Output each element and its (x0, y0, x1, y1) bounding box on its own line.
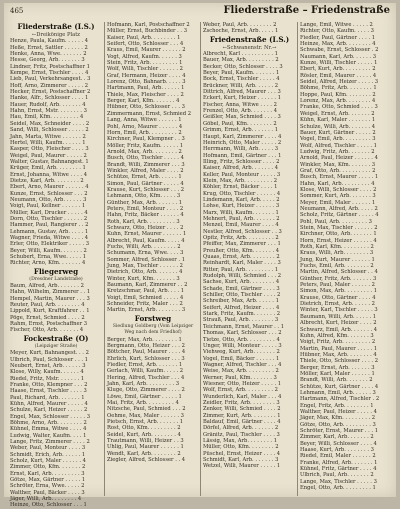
resident-entry: Peters, Emil, Monteur . . . . 2 (107, 205, 184, 212)
resident-entry: Busch, Otto, Tischler . . . . . 4 (107, 155, 184, 162)
resident-entry: Schreiber, Max, Arb. . . . . . 1 (203, 298, 279, 305)
resident-entry: Reuter, Paul, Arb. . . . . . . . 4 (10, 302, 85, 309)
resident-entry: Berger, Ernst, Arb. . . . . . . 3 (300, 364, 375, 371)
resident-entry: Hau, Emil, Kfm. . . . . . . . . 4 (10, 114, 84, 121)
resident-entry: Heinrich, Otto, Maler . . . . . 2 (203, 139, 282, 146)
resident-entry: Klose, Willy, Kaufm. . . . . . 4 (10, 369, 84, 376)
resident-entry: Opitz, Fritz, Arb. . . . . . . . . 2 (203, 235, 279, 241)
resident-entry: Müller, Karl, Drucker . . . . . 4 (10, 209, 88, 216)
resident-entry: Jäger, Max, Kfm. . . . . . . . . 2 (300, 415, 376, 422)
resident-entry: Gerlach, Willi, Kaufm. . . . . 2 (107, 368, 184, 375)
resident-entry: Kraus, Emil, Maurer . . . . . . 2 (107, 47, 186, 54)
resident-entry: Neubert, Ernst, Arb. . . . . . 3 (10, 362, 86, 369)
resident-entry: Winkler, Max, Kfm. . . . . . . 3 (300, 161, 376, 168)
column-2 (104, 22, 201, 496)
resident-entry: Hahn, Wilhelm, Zimmerer . . 1 (10, 289, 91, 296)
resident-entry: Göbel, Paul, Kfm. . . . . . . . 2 (203, 120, 277, 127)
resident-entry: Jäger, Willi, Arb. . . . . . . . 4 (10, 496, 82, 503)
resident-entry: Pietsch, Ernst, Arb. . . . . . . 1 (107, 418, 184, 425)
street-note: ←Dreikönige Platz (31, 32, 81, 38)
resident-entry: Hahn, Ernst, Mstr. . . . . . . . 3 (10, 108, 87, 115)
resident-entry: Hoff, Arno, Zimmerer . . . . . 2 (10, 82, 89, 89)
resident-entry: Naumann, Karl, Arb. . . . . . 3 (300, 53, 377, 60)
resident-entry: Eckert, Kurt, Heizer . . . . . . 1 (203, 95, 282, 102)
resident-entry: Quaas, Ernst, Arb. . . . . . . . 2 (203, 254, 280, 261)
resident-entry: Trautmann, Willi, Heizer . . 3 (107, 438, 184, 444)
resident-entry: Dietze, Karl, Arb. . . . . . . . 2 (10, 177, 84, 184)
resident-entry: Simon, Paul, Gärtner . . . . . 4 (107, 180, 184, 187)
resident-entry: Lorenz, Otto, Bahnarb. . . . . 3 (107, 79, 186, 86)
resident-entry: Kasper, Otto, Fleischer . . . . 3 (10, 146, 89, 153)
resident-entry: Voigt, Emil, Schmied . . . . . 4 (107, 294, 184, 301)
resident-entry: Kirchner, Paul, Klempner . . 3 (107, 136, 185, 143)
directory-columns (8, 22, 394, 509)
resident-entry: Seidel, Max, Schneider . . . . 2 (10, 120, 90, 127)
resident-entry: Zeidler, Fritz, Arb. . . . . . . . 3 (203, 399, 280, 406)
resident-entry: Lohse, Kurt, Heizer . . . . . . 3 (203, 203, 280, 210)
resident-entry: Beyer, Paul, Kaufm. . . . . . . 1 (203, 70, 280, 77)
resident-entry: Becker, Otto, Schlosser . . . . 3 (203, 63, 283, 70)
page-number: 465 (10, 7, 24, 15)
resident-entry: Dietrich, Otto, Arb. . . . . . . 4 (107, 269, 183, 276)
resident-entry: Schneider, Fritz, Maler . . . 2 (107, 301, 183, 308)
resident-entry: Busch, Ernst, Maurer . . . . . 1 (300, 174, 379, 181)
resident-entry: Oehme, Max, Maler . . . . . . 3 (107, 412, 184, 419)
resident-entry: Walther, Paul, Heizer . . . . . 4 (300, 408, 377, 415)
resident-entry: Strauß, Paul, Arb. . . . . . . . 3 (203, 317, 279, 324)
resident-entry: Sachse, Kurt, Arb. . . . . . . . 4 (203, 279, 280, 286)
resident-entry: Mai, Fritz, Arb. . . . . . . . . 4 (107, 399, 179, 406)
resident-entry: Albrecht, Kurt, Heizer . . . . 2 (300, 320, 377, 327)
resident-entry: Schütze, Ernst, Arb. . . . . . 1 (107, 174, 182, 181)
resident-entry: Hahn, Karl, Arb. . . . . . . . . 4 (300, 180, 375, 187)
resident-entry: Paul, Richard, Arb. . . . . . . 1 (10, 394, 85, 401)
resident-entry: Krüger, Emil, Arb. . . . . . . . 1 (10, 165, 86, 172)
resident-entry: Schütze, Kurt, Gärtner . . . . 4 (300, 383, 379, 390)
resident-entry: Lindemann, Karl, Arb. . . . . 2 (203, 196, 280, 203)
resident-entry: Schwarz, Emil, Arb. . . . . . . 4 (300, 326, 378, 333)
resident-entry: Graf, Otto, Arb. . . . . . . . . . 2 (300, 167, 376, 174)
resident-entry: Kunze, Willi, Tischler . . . . . 1 (300, 60, 378, 67)
resident-entry: Engel, Otto, Arb. . . . . . . . . 1 (300, 485, 376, 492)
resident-entry: Böhme, Fritz, Arb. . . . . . . . 1 (300, 85, 377, 92)
resident-entry: Müller, Ernst, Buchbinder . . 3 (107, 28, 188, 35)
resident-entry: Meyer, Kurt, Bahnangest. . . 2 (10, 350, 89, 357)
resident-entry: Mehnert, Paul, Arb. . . . . . . 2 (203, 215, 280, 222)
resident-entry: Scholz, Kurt, Maler . . . . . . 4 (10, 458, 86, 464)
resident-entry: Arnold, Max, Arb. . . . . . . . 2 (107, 148, 182, 155)
resident-entry: Meyer, Emil, Maler . . . . . . 1 (300, 199, 376, 206)
resident-entry: Hoppe, Paul, Kfm. . . . . . . . 2 (300, 91, 376, 98)
resident-entry: Viehweg, Kurt, Arb. . . . . . . 2 (203, 349, 280, 356)
resident-entry: Wendt, Karl, Arb. . . . . . . . 2 (107, 450, 181, 457)
resident-entry: Tietze, Otto, Arb. . . . . . . . . 4 (203, 336, 280, 343)
resident-entry: Jahn, Marta, Witwe . . . . . . 2 (10, 133, 86, 140)
resident-entry: Schulze, Willi, Arb. . . . . . . 4 (300, 123, 376, 130)
resident-entry: Seifert, Alfred, Heizer . . . . 4 (203, 304, 280, 311)
resident-entry: Kühn, Alfred, Maurer . . . . . 4 (10, 400, 88, 407)
resident-entry: Brandt, Willi, Arb. . . . . . . 2 (300, 377, 373, 384)
resident-entry: Weise, Max, Arb. . . . . . . . . 2 (203, 368, 279, 375)
resident-entry: Klose, Willi, Schlosser . . . . 2 (300, 186, 377, 193)
resident-entry: Lindner, Fritz, Postschaffner 1 (10, 63, 90, 70)
resident-entry: Winter, Kurt, Kfm. . . . . . . 3 (107, 275, 180, 282)
resident-entry: Beyer, Willi, Schlosser . . . . 4 (300, 440, 377, 447)
resident-entry: Franke, Otto, Schmied . . . . 3 (300, 104, 378, 111)
street-note: Siedlung Goldberg (Vom Leipziger (112, 323, 194, 329)
resident-entry: Illing, Fritz, Schlosser . . . . 2 (203, 158, 280, 165)
resident-entry: Vogel, Emil, Arb. . . . . . . . . 3 (300, 136, 376, 143)
resident-entry: Haase, Kurt, Arb. . . . . . . . 3 (300, 447, 374, 454)
street-note: ←Schwanenstr. Nr.→ (222, 44, 277, 51)
resident-entry: Klein, Max, Arb. . . . . . . . . 2 (203, 177, 278, 184)
resident-entry: Albrecht, Paul, Kaufm. . . . . 4 (107, 237, 185, 244)
resident-entry: Kaiser, Paul, Arb. . . . . . . . 1 (107, 34, 181, 41)
resident-entry: Engel, Max, Schlosser . . . . . 3 (10, 413, 90, 420)
resident-entry: Reinhardt, Karl, Maler . . . . 3 (203, 260, 281, 267)
resident-entry: Gränitz, Paul, Tischler . . . . 3 (203, 431, 280, 438)
resident-entry: Ebert, Kurt, Arb. . . . . . . . . 2 (300, 66, 376, 73)
resident-entry: Schubert, Erna, Wwe. . . . . 1 (10, 254, 87, 261)
resident-entry: Weigel, Paul, Maurer . . . . . 2 (10, 152, 87, 159)
resident-entry: Werner, Paul, Kfm. . . . . . . 3 (203, 374, 277, 381)
resident-entry: Götze, Max, Gärtner . . . . . 1 (10, 477, 86, 484)
resident-entry: Hammer, Paul, Rangierer . . 2 (10, 222, 89, 229)
resident-entry: Vogt, Alfred, Kaufm. . . . . . 3 (107, 53, 182, 60)
resident-entry: Stein, Max, Tischler . . . . . . 2 (300, 225, 378, 231)
resident-entry: Weber, Paul, Arb. . . . . . . . 2 (203, 22, 277, 28)
resident-entry: Rudolph, Willi, Schmied . . . 2 (203, 273, 282, 280)
resident-entry: Walther, Paul, Bäcker . . . . 3 (10, 489, 85, 496)
resident-entry: Schröter, Erna, Wwe. . . . . 2 (10, 483, 85, 490)
resident-entry: Wiesner, Otto, Heizer . . . . . 1 (203, 380, 282, 387)
resident-entry: Lehmann, Otto, Kfm. . . . . 3 (107, 193, 181, 200)
resident-entry: Hanke, Alfr., Schlosser . . . . 1 (10, 95, 89, 102)
resident-entry: Richter, Arno, Kfm. . . . . . . 4 (10, 260, 86, 267)
resident-entry: Roth, Karl, Kfm. . . . . . . . . 2 (300, 244, 374, 251)
column-1 (8, 22, 104, 509)
resident-entry: Schumann, Erna, Wwe. . . . 3 (107, 250, 184, 257)
resident-entry: Rahm, Ernst, Postschaffner 3 (10, 321, 88, 328)
resident-entry: Stein, Fritz, Arb. . . . . . . . . 1 (107, 60, 183, 67)
resident-entry: Löwe, Emil, Gärtner . . . . . 1 (107, 393, 182, 400)
resident-entry: Möller, Karl, Maler . . . . . . 1 (300, 370, 375, 377)
column-4 (297, 22, 395, 496)
resident-entry: Pohl, Paul, Arb. . . . . . . . . 3 (300, 218, 372, 225)
street-heading: Forstweg (134, 313, 172, 323)
resident-entry: Grimm, Ernst, Arb. . . . . . . 1 (203, 127, 279, 134)
directory-page (4, 3, 396, 509)
resident-entry: Schröter, Ernst, Maurer . . . 1 (300, 428, 379, 434)
resident-entry: Kempe, Ernst, Tischler . . . . 4 (10, 70, 89, 77)
resident-entry: Lieb, Paul, Verkehrsangest. . 3 (10, 76, 91, 83)
resident-entry: Vogel, Emil, Bäcker . . . . . . 1 (203, 355, 280, 362)
resident-entry: Zimmermann, Ernst, Schmied 2 (107, 110, 192, 117)
resident-entry: Seifert, Otto, Schlosser . . . 4 (107, 41, 184, 48)
resident-entry: Weigel, Ernst, Arb. . . . . . . 2 (300, 110, 375, 117)
resident-entry: Schade, Emil, Gärtner . . . . 3 (203, 285, 280, 292)
resident-entry: Heinze, Max, Arb. . . . . . . . 4 (300, 41, 376, 48)
resident-entry: Sommer, Alfred, Schlosser . 1 (107, 256, 185, 263)
resident-entry: Müller, Otto, Kfm. . . . . . . . 2 (203, 444, 279, 451)
resident-entry: Neumann, Alfred, Arb. . . . . 2 (300, 205, 378, 212)
resident-entry: Krug, Otto, Tischler . . . . . . 4 (203, 190, 281, 197)
resident-entry: Hauer, Rudolf, Arb. . . . . . . 4 (10, 101, 86, 108)
resident-entry: Hofmann, Karl, Postschaffner 2 (107, 22, 190, 28)
resident-entry: Kraus, Willi, Arb. . . . . . . . 3 (300, 250, 374, 257)
street-note: (Dresdner Landstraße) (29, 276, 83, 282)
resident-entry: Möller, Fritz, Kaufm. . . . . . 1 (107, 142, 184, 149)
resident-entry: Fuchs, Willi, Arb. . . . . . . . 2 (107, 244, 181, 251)
resident-entry: Erler, Otto, Elektriker . . . . . 3 (10, 241, 90, 248)
resident-entry: Pfeiffer, Max, Zimmerer . . . 1 (203, 241, 281, 248)
resident-entry: Berger, Karl, Kfm. . . . . . . 4 (107, 98, 180, 105)
resident-entry: Zimmer, Kurt, Arb. . . . . . . . 1 (203, 412, 281, 419)
resident-entry: Franke, Alfred, Arb. . . . . . . 1 (300, 459, 378, 466)
resident-entry: Schwarz, Otto, Heizer . . . . 2 (107, 225, 184, 231)
street-heading: Friedenstraße (I.S.) (209, 34, 290, 44)
resident-entry: Baumann, Willi, Arb. . . . . . 1 (300, 313, 377, 320)
resident-entry: Kluge, Otto, Zimmerer . . . . 2 (107, 387, 185, 394)
resident-entry: Horn, Ernst, Heizer . . . . . . 4 (300, 237, 377, 244)
resident-entry: Weber, Paul, Monteur . . . . 3 (10, 445, 86, 452)
resident-entry: Bauer, Max, Arb. . . . . . . . . 2 (203, 57, 279, 64)
resident-entry: Lorenz, Max, Arb. . . . . . . . 4 (300, 98, 376, 105)
resident-entry: Wagner, Frieda, Witwe . . . . 4 (10, 235, 89, 241)
resident-entry: Scholz, Fritz, Gärtner . . . . . 4 (300, 212, 379, 219)
resident-entry: Brückner, Willi, Arb. . . . . . 2 (203, 82, 279, 89)
resident-entry: Schwabe, Ernst, Schlosser . 2 (300, 47, 379, 54)
resident-entry: Hofmann, Emil, Gärtner . . . 1 (203, 152, 282, 159)
resident-entry: Rösler, Emil, Maurer . . . . . 4 (300, 72, 377, 79)
resident-entry: Nitzsche, Paul, Schmied . . . 2 (107, 406, 186, 413)
resident-entry: Beyer, Willi, Kaufm. . . . . . . 2 (10, 247, 87, 254)
resident-entry: Lang, Anna, Witwe . . . . . . 1 (107, 117, 182, 124)
resident-entry: Geißler, Max, Schmied . . . . 3 (203, 114, 281, 121)
resident-entry: Winkler, Alfred, Maler . . . . 2 (107, 167, 184, 174)
resident-entry: Böttcher, Paul, Maurer . . . . 4 (107, 349, 186, 356)
resident-entry: Ritter, Paul, Arb. . . . . . . . . 1 (203, 266, 279, 273)
resident-entry: Hartmann, Paul, Arb. . . . . . 1 (107, 85, 185, 92)
resident-entry: Arnold, Paul, Heizer . . . . . . 4 (300, 155, 378, 162)
resident-entry: Sand, Willi, Schlosser . . . . . 2 (10, 127, 89, 134)
resident-entry: Kuhn, Alfred, Kfm. . . . . . . 3 (300, 332, 374, 339)
resident-entry: Lässig, Max, Arb. . . . . . . . 1 (203, 438, 277, 444)
resident-entry: Günther, Max, Arb. . . . . . . 1 (107, 199, 183, 206)
resident-entry: Frenzel, Otto, Arb. . . . . . . 4 (203, 108, 278, 115)
resident-entry: Kretzschmar, Paul, Arb. . . . 1 (107, 288, 185, 295)
resident-entry: Dörfel, Alfred, Arb. . . . . . . 2 (203, 425, 279, 432)
column-3 (200, 22, 298, 496)
resident-entry: Lehmann, Emil, Arb. . . . . . 3 (300, 389, 376, 396)
street-heading: Fockestraße (O) (23, 333, 89, 343)
resident-entry: Roth, Karl, Arb. . . . . . . . . 3 (107, 218, 180, 225)
resident-entry: Schulze, Karl, Heizer . . . . . 2 (10, 407, 88, 414)
resident-entry: Püschel, Ernst, Heizer . . . . 4 (203, 450, 281, 457)
resident-entry: Kühnel, Fritz, Gärtner . . . . 4 (300, 466, 377, 473)
resident-entry: Teichmann, Ernst, Maurer . . 1 (203, 323, 284, 330)
resident-entry: Pöge, Ernst, Schmied . . . . 2 (10, 314, 85, 321)
resident-entry: Ziegler, Alfred, Schlosser . . 4 (107, 457, 186, 464)
resident-entry: Hartmann, Alfred, Tischler . 2 (300, 396, 380, 403)
resident-entry: Ulbrich, Paul, Schlosser . . . 1 (10, 356, 88, 363)
resident-entry: Köhler, Ernst, Bäcker . . . . 1 (203, 184, 278, 191)
resident-entry: Voigt, Paul, Kellner . . . . . . 1 (10, 203, 86, 210)
resident-entry: Ernst, Johanna, Witwe . . . . 4 (10, 171, 87, 178)
resident-entry: Günther, Fritz, Arb. . . . . . . 3 (300, 275, 377, 282)
resident-entry: Engel, Fritz, Arb. . . . . . . . 1 (300, 402, 374, 409)
resident-entry: Hempel, Martin, Maurer . . . 3 (10, 295, 90, 302)
resident-entry: Berger, Max, Arb. . . . . . . . 1 (107, 336, 182, 343)
resident-entry: Pohl, Arno, Maurer . . . . . . 4 (107, 123, 183, 130)
resident-entry: Lippold, Kurt, Kraftfahrer . . 1 (10, 308, 90, 315)
resident-entry: Neumann, Otto, Arb. . . . . . 3 (10, 196, 87, 203)
resident-entry: Zenker, Willi, Schmied . . . . 2 (203, 406, 281, 413)
resident-entry: Wolf, Alfred, Tischler . . . . . 1 (300, 142, 377, 149)
street-heading: Fliederstraße (I.S.) (17, 22, 95, 31)
resident-entry: Peters, Paul, Maler . . . . . . 2 (300, 282, 375, 289)
resident-entry: Ebert, Arno, Maurer . . . . . . 4 (10, 184, 89, 191)
resident-entry: Horn, Emil, Arb. . . . . . . . . 2 (107, 129, 182, 136)
resident-entry: Schiller, Otto, Tischler . . . . 2 (203, 292, 281, 299)
resident-entry: Zimmer, Karl, Arb. . . . . . . 2 (300, 434, 374, 441)
resident-entry: Sommer, Kurt, Arb. . . . . . . 3 (300, 193, 376, 200)
resident-entry: Marx, Willi, Kaufm. . . . . . . 1 (203, 209, 279, 216)
resident-entry: Ludwig, Fritz, Arb. . . . . . . 2 (300, 148, 375, 155)
resident-entry: Winter, Karl, Tischler . . . . . 3 (300, 307, 378, 314)
resident-entry: Dorn, Otto, Tischler . . . . . . 2 (10, 215, 88, 222)
page-header (4, 3, 396, 21)
resident-entry: Unger, Willi, Monteur . . . . . 3 (203, 342, 282, 349)
resident-entry: Zschoche, Ernst, Arb. . . . . 1 (203, 28, 279, 35)
resident-entry: Nestler, Alfred, Schlosser . . 3 (203, 228, 282, 235)
resident-entry: Dietrich, Ernst, Arb. . . . . . 2 (300, 301, 375, 308)
resident-entry: Kühn, Karl, Maler . . . . . . . 1 (300, 117, 376, 124)
resident-entry: Kunze, Ernst, Schlosser . . . 2 (10, 190, 88, 197)
resident-entry: Richter, Otto, Kaufm. . . . . 3 (300, 28, 374, 35)
resident-entry: Heinze, Otto, Schlosser . . . 1 (10, 502, 87, 509)
resident-entry: Riedel, Emil, Maler . . . . . . 2 (300, 453, 376, 460)
resident-entry: Bauer, Kurt, Gärtner . . . . . 2 (300, 129, 376, 136)
resident-entry: Wolf, Ernst, Arb. . . . . . . . . 2 (203, 387, 278, 394)
resident-entry: Henze, Paula, Kaufm. . . . . . 4 (10, 38, 89, 45)
resident-entry: Haase, Ernst, Tischler . . . . 3 (10, 388, 87, 395)
resident-entry: Thiele, Max, Fleischer . . . . 2 (107, 91, 184, 98)
resident-entry: Herrmann, Willi, Arb. . . . . 3 (203, 146, 279, 153)
resident-entry: Hübner, Max, Arb. . . . . . . . 4 (300, 351, 377, 358)
resident-entry: Ernst, Karl, Arb. . . . . . . . . 3 (10, 470, 85, 477)
resident-entry: Ehrlich, Kurt, Schlosser . . . 3 (107, 355, 185, 362)
resident-entry: Simon, Max, Arb. . . . . . . . . 1 (300, 288, 378, 295)
resident-entry: Haupt, Karl, Zimmerer . . . . 4 (203, 133, 282, 140)
resident-entry: Stark, Fritz, Kaufm. . . . . . . 2 (203, 311, 281, 318)
resident-entry: Martin, Ernst, Arb. . . . . . . . 3 (107, 307, 186, 314)
resident-entry: Baum, Alfred, Arb. . . . . . . 2 (10, 283, 84, 290)
resident-entry: Riedel, Fritz, Mstr. . . . . . . 1 (10, 375, 85, 382)
resident-entry: Kuhn, Ernst, Maurer . . . . . . 1 (107, 231, 187, 238)
resident-entry: Böhme, Arno, Arb. . . . . . . . 2 (10, 419, 87, 426)
resident-entry: Thomas, Karl, Schlosser . . . 2 (203, 330, 282, 337)
resident-entry: Rost, Otto, Kfm. . . . . . . . . 2 (107, 425, 181, 432)
resident-entry: Brandt, Willi, Zimmerer . . . 3 (107, 161, 185, 168)
resident-entry: Martin, Paul, Maurer . . . . . 1 (300, 345, 378, 352)
resident-entry: Hering, Alfred, Tischler . . . 4 (107, 374, 185, 381)
resident-entry: Wagner, Alfred, Tischler . . . 4 (203, 361, 282, 368)
resident-entry: Schmidt, Karl, Arb. . . . . . . 3 (203, 457, 279, 464)
resident-entry: Jahn, Karl, Arb. . . . . . . . . 3 (107, 380, 180, 387)
resident-entry: Hahn, Fritz, Bäcker . . . . . . 4 (107, 212, 184, 219)
resident-entry: Fischer, Anna, Witwe . . . . 2 (203, 101, 277, 108)
street-note: (Leipziger Straße) (34, 343, 78, 349)
street-heading: Fliegerweg (33, 266, 79, 276)
resident-entry: Henke, Anna, Wwe. . . . . . . 2 (10, 51, 87, 58)
resident-entry: Preußer, Otto, Kfm. . . . . . . 4 (203, 247, 280, 254)
resident-entry: Fuchs, Emil, Arb. . . . . . . . 2 (300, 263, 374, 270)
resident-entry: Lange, Max, Tischler . . . . . 3 (300, 478, 377, 485)
resident-entry: Lange, Emil, Witwe . . . . . 2 (300, 22, 373, 28)
resident-entry: Krause, Otto, Gärtner . . . . 4 (300, 294, 376, 301)
running-title: Fliederstraße – Friedenstraße (223, 5, 390, 16)
resident-entry: Martin, Alfred, Schlosser . . 4 (300, 269, 378, 276)
resident-entry: Keller, Paul, Monteur . . . . . 3 (203, 171, 281, 178)
resident-entry: Wunderlich, Karl, Maler . . . 4 (203, 393, 282, 400)
resident-entry: Wolf, Willi, Tischler . . . . . . 2 (107, 66, 183, 73)
resident-entry: Graf, Hermann, Heizer . . . . 4 (107, 72, 186, 79)
resident-entry: Voigt, Fritz, Arb. . . . . . . . . 2 (300, 339, 376, 346)
resident-entry: Schmidt, Erich, Arb. . . . . . 1 (10, 451, 86, 458)
resident-entry: Kaiser, Alfred, Arb. . . . . . . 4 (203, 165, 278, 172)
resident-entry: Ulbrich, Paul, Arb. . . . . . . 2 (300, 472, 374, 479)
resident-entry: Lange, Fritz, Zimmerer . . . . 2 (10, 438, 90, 445)
resident-entry: Baumann, Karl, Zimmerer . . 2 (107, 282, 188, 289)
resident-entry: Dittrich, Alfred, Maurer . . . 3 (203, 89, 281, 96)
resident-entry: Seidel, Kurt, Arb. . . . . . . . 4 (107, 431, 181, 438)
street-note: Weg nach dem Friedhof) (124, 330, 182, 336)
resident-entry: Hecker, Ernst, Postschaffner 2 (10, 89, 91, 96)
resident-entry: Franke, Otto, Klempner . . . 2 (10, 381, 88, 388)
resident-entry: Hertel, Willi, Kaufm. . . . . . 1 (10, 139, 86, 146)
resident-entry: Zimmer, Otto, Kfm. . . . . . . 2 (10, 464, 86, 471)
resident-entry: Bergmann, Otto, Heizer . . . 2 (107, 342, 185, 349)
resident-entry: Heße, Ernst, Sattler . . . . . . 2 (10, 44, 88, 51)
resident-entry: Hübner, Otto, Schlosser . . . 3 (107, 104, 185, 111)
resident-entry: Fiedler, Paul, Gärtner . . . . 1 (300, 34, 376, 41)
resident-entry: Uhlig, Paul, Maurer . . . . . . 1 (107, 444, 184, 451)
resident-entry: Seidel, Alfred, Heizer . . . . . 3 (300, 79, 379, 86)
resident-entry: Götze, Otto, Arb. . . . . . . . . 3 (300, 421, 376, 428)
resident-entry: Jung, Max, Tischler . . . . . . 2 (107, 263, 183, 270)
resident-entry: Bock, Ernst, Tischler . . . . . 4 (203, 76, 280, 83)
resident-entry: Menzel, Emil, Maurer . . . . 4 (203, 222, 279, 229)
resident-entry: Hesse, Georg, Arb. . . . . . . 3 (10, 57, 85, 64)
resident-entry: Fischer, Otto, Arb. . . . . . . 4 (10, 327, 84, 334)
resident-entry: Baldauf, Emil, Gärtner . . . . 4 (203, 418, 281, 425)
resident-entry: Thiele, Otto, Schlosser . . . . 2 (300, 358, 378, 365)
resident-entry: Wetzel, Willi, Maurer . . . . . 1 (203, 463, 281, 470)
resident-entry: Kühnel, Emma, Witwe . . . . 4 (10, 426, 87, 433)
resident-entry: Fiedler, Ernst, Arb. . . . . . . 1 (107, 361, 183, 368)
resident-entry: Albrecht, Karl . . . . . . . . . . 1 (203, 51, 278, 58)
resident-entry: Lehmann, Gustav, Arb. . . . . 1 (10, 228, 89, 235)
resident-entry: Krause, Kurt, Schlosser . . . 2 (107, 186, 185, 193)
resident-entry: Walter, Gustav, Bahnangest. 1 (10, 158, 89, 165)
resident-entry: Ludwig, Walter, Kaufm. . . . 1 (10, 432, 87, 439)
resident-entry: Jung, Kurt, Maurer . . . . . . 1 (300, 256, 375, 263)
resident-entry: Kirchner, Otto, Arb. . . . . . . 1 (300, 231, 377, 238)
